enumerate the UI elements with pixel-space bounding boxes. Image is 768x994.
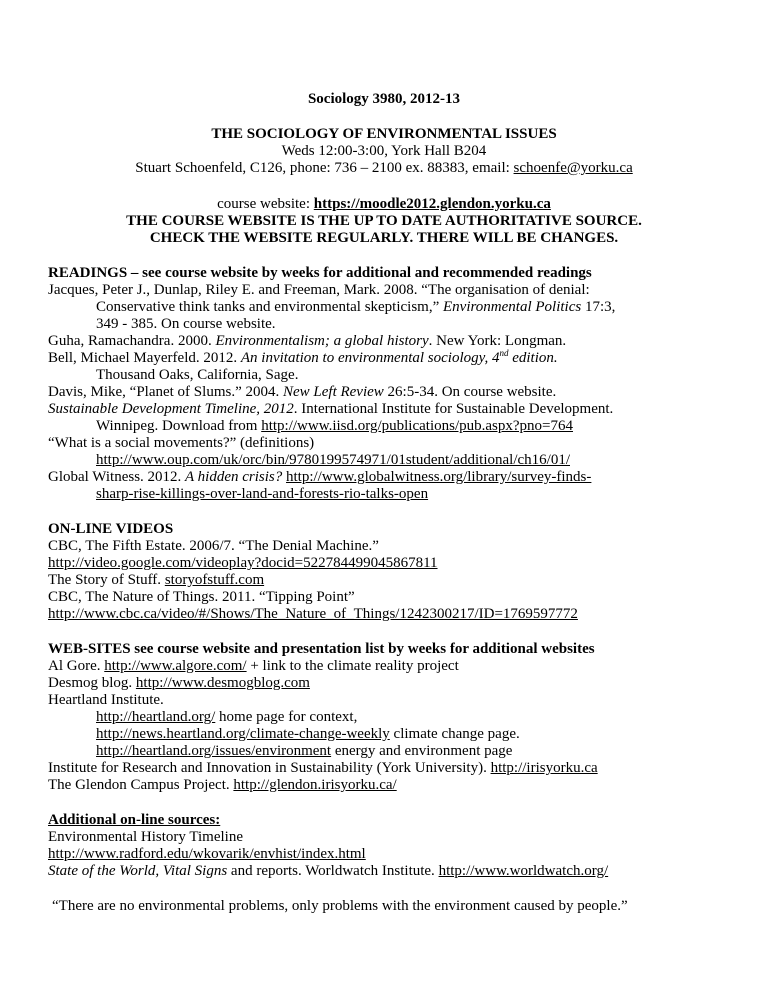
book-title: Environmentalism; a global history — [215, 333, 429, 349]
worldwatch-link[interactable]: http://www.worldwatch.org/ — [438, 863, 609, 879]
notice-line-2: CHECK THE WEBSITE REGULARLY. THERE WILL BE CHANGES. — [149, 230, 619, 246]
story-of-stuff-link[interactable]: storyofstuff.com — [164, 572, 265, 588]
additional-timeline: Environmental History Timeline — [48, 829, 243, 845]
glendon-link[interactable]: http://glendon.irisyorku.ca/ — [233, 777, 397, 793]
reading-text: Global Witness. 2012. — [48, 469, 186, 485]
book-title: edition. — [508, 350, 558, 366]
course-number: Sociology 3980, 2012-13 — [307, 91, 461, 107]
radford-link[interactable]: http://www.radford.edu/wkovarik/envhist/index.html — [48, 846, 366, 862]
reading-text: 26:5-34. On course website. — [383, 384, 557, 400]
nature-of-things-link[interactable]: http://www.cbc.ca/video/#/Shows/The_Nature_of_Things/1242300217/ID=1769597772 — [48, 606, 578, 622]
websites-heading: WEB-SITES see course website and presentation list by weeks for additional websites — [48, 641, 595, 657]
desmog-link[interactable]: http://www.desmogblog.com — [135, 675, 310, 691]
site-name: Desmog blog. — [48, 675, 136, 691]
readings-heading: READINGS – see course website by weeks for additional and recommended readings — [48, 265, 592, 281]
course-title: THE SOCIOLOGY OF ENVIRONMENTAL ISSUES — [211, 126, 557, 142]
heartland-home — [48, 709, 732, 727]
site-note: home page for context, — [215, 709, 358, 725]
journal-title: Environmental Politics — [443, 299, 582, 315]
reading-jacques: Jacques, Peter J., Dunlap, Riley E. and Freeman, Mark. 2008. “The organisation of denial: — [48, 282, 590, 298]
reading-guha — [48, 333, 732, 351]
video-story-of-stuff — [48, 572, 732, 590]
reading-text: . New York: Longman. — [428, 333, 567, 349]
reading-bell — [48, 350, 732, 368]
global-witness-link-cont[interactable]: sharp-rise-killings-over-land-and-forests-rio-talks-open — [96, 486, 429, 502]
videos-heading: ON-LINE VIDEOS — [48, 521, 174, 537]
site-note: energy and environment page — [331, 743, 513, 759]
site-name: The Glendon Campus Project. — [48, 777, 234, 793]
reading-text: Bell, Michael Mayerfeld. 2012. — [48, 350, 241, 366]
video-nature-of-things: CBC, The Nature of Things. 2011. “Tipping Point” — [48, 589, 355, 605]
email-link[interactable]: schoenfe@yorku.ca — [513, 160, 633, 176]
site-name: Institute for Research and Innovation in Sustainability (York University). — [48, 760, 491, 776]
iisd-link[interactable]: http://www.iisd.org/publications/pub.aspx?pno=764 — [261, 418, 573, 434]
report-title: A hidden crisis? — [185, 469, 283, 485]
reading-text: Guha, Ramachandra. 2000. — [48, 333, 216, 349]
course-time: Weds 12:00-3:00, York Hall B204 — [281, 143, 487, 159]
heartland-environment-link[interactable]: http://heartland.org/issues/environment — [96, 743, 332, 759]
oup-link[interactable]: http://www.oup.com/uk/orc/bin/9780199574971/01student/additional/ch16/01/ — [96, 452, 570, 468]
notice-line-1: THE COURSE WEBSITE IS THE UP TO DATE AUTHORITATIVE SOURCE. — [126, 213, 642, 229]
reading-bell-publisher: Thousand Oaks, California, Sage. — [96, 367, 299, 383]
website-label: course website: — [217, 196, 314, 212]
reading-text: Conservative think tanks and environmental skepticism,” — [96, 299, 444, 315]
video-fifth-estate: CBC, The Fifth Estate. 2006/7. “The Denial Machine.” — [48, 538, 379, 554]
journal-title: New Left Review — [282, 384, 384, 400]
reading-global-witness — [48, 469, 732, 487]
reading-davis — [48, 384, 732, 402]
website-algore — [48, 658, 732, 676]
website-iris — [48, 760, 732, 778]
global-witness-link[interactable]: http://www.globalwitness.org/library/survey-finds- — [286, 469, 592, 485]
reading-social-movements: “What is a social movements?” (definitions) — [48, 435, 315, 451]
publication-title: State of the World, Vital Signs — [48, 863, 228, 879]
reading-text: . International Institute for Sustainable Development. — [293, 401, 614, 417]
iris-link[interactable]: http://irisyorku.ca — [490, 760, 598, 776]
site-name: Al Gore. — [48, 658, 105, 674]
reading-text: 17:3, — [581, 299, 616, 315]
reading-jacques-cont — [48, 299, 732, 317]
document-title: Sustainable Development Timeline, 2012 — [48, 401, 294, 417]
website-desmog — [48, 675, 732, 693]
site-note: + link to the climate reality project — [246, 658, 459, 674]
video-title: The Story of Stuff. — [48, 572, 165, 588]
site-note: and reports. Worldwatch Institute. — [227, 863, 439, 879]
instructor-info: Stuart Schoenfeld, C126, phone: 736 – 2100 ex. 88383, email: — [135, 160, 514, 176]
reading-text: Davis, Mike, “Planet of Slums.” 2004. — [48, 384, 283, 400]
additional-worldwatch — [48, 863, 732, 881]
book-title: An invitation to environmental sociology, 4 — [240, 350, 500, 366]
reading-jacques-pages: 349 - 385. On course website. — [96, 316, 276, 332]
heartland-climate-link[interactable]: http://news.heartland.org/climate-change-weekly — [96, 726, 390, 742]
website-line — [0, 196, 768, 214]
website-glendon — [48, 777, 732, 795]
closing-quote: “There are no environmental problems, only problems with the environment caused by people.” — [52, 898, 628, 914]
site-note: climate change page. — [389, 726, 520, 742]
additional-heading: Additional on-line sources: — [48, 812, 221, 828]
instructor-line — [0, 160, 768, 178]
reading-text: Winnipeg. Download from — [96, 418, 262, 434]
superscript: nd — [499, 348, 509, 358]
heartland-home-link[interactable]: http://heartland.org/ — [96, 709, 216, 725]
fifth-estate-link[interactable]: http://video.google.com/videoplay?docid=522784499045867811 — [48, 555, 438, 571]
website-heartland: Heartland Institute. — [48, 692, 164, 708]
course-website-link[interactable]: https://moodle2012.glendon.yorku.ca — [313, 196, 551, 212]
heartland-climate — [48, 726, 732, 744]
heartland-environment — [48, 743, 732, 761]
reading-timeline — [48, 401, 732, 419]
algore-link[interactable]: http://www.algore.com/ — [104, 658, 247, 674]
reading-timeline-download — [48, 418, 732, 436]
